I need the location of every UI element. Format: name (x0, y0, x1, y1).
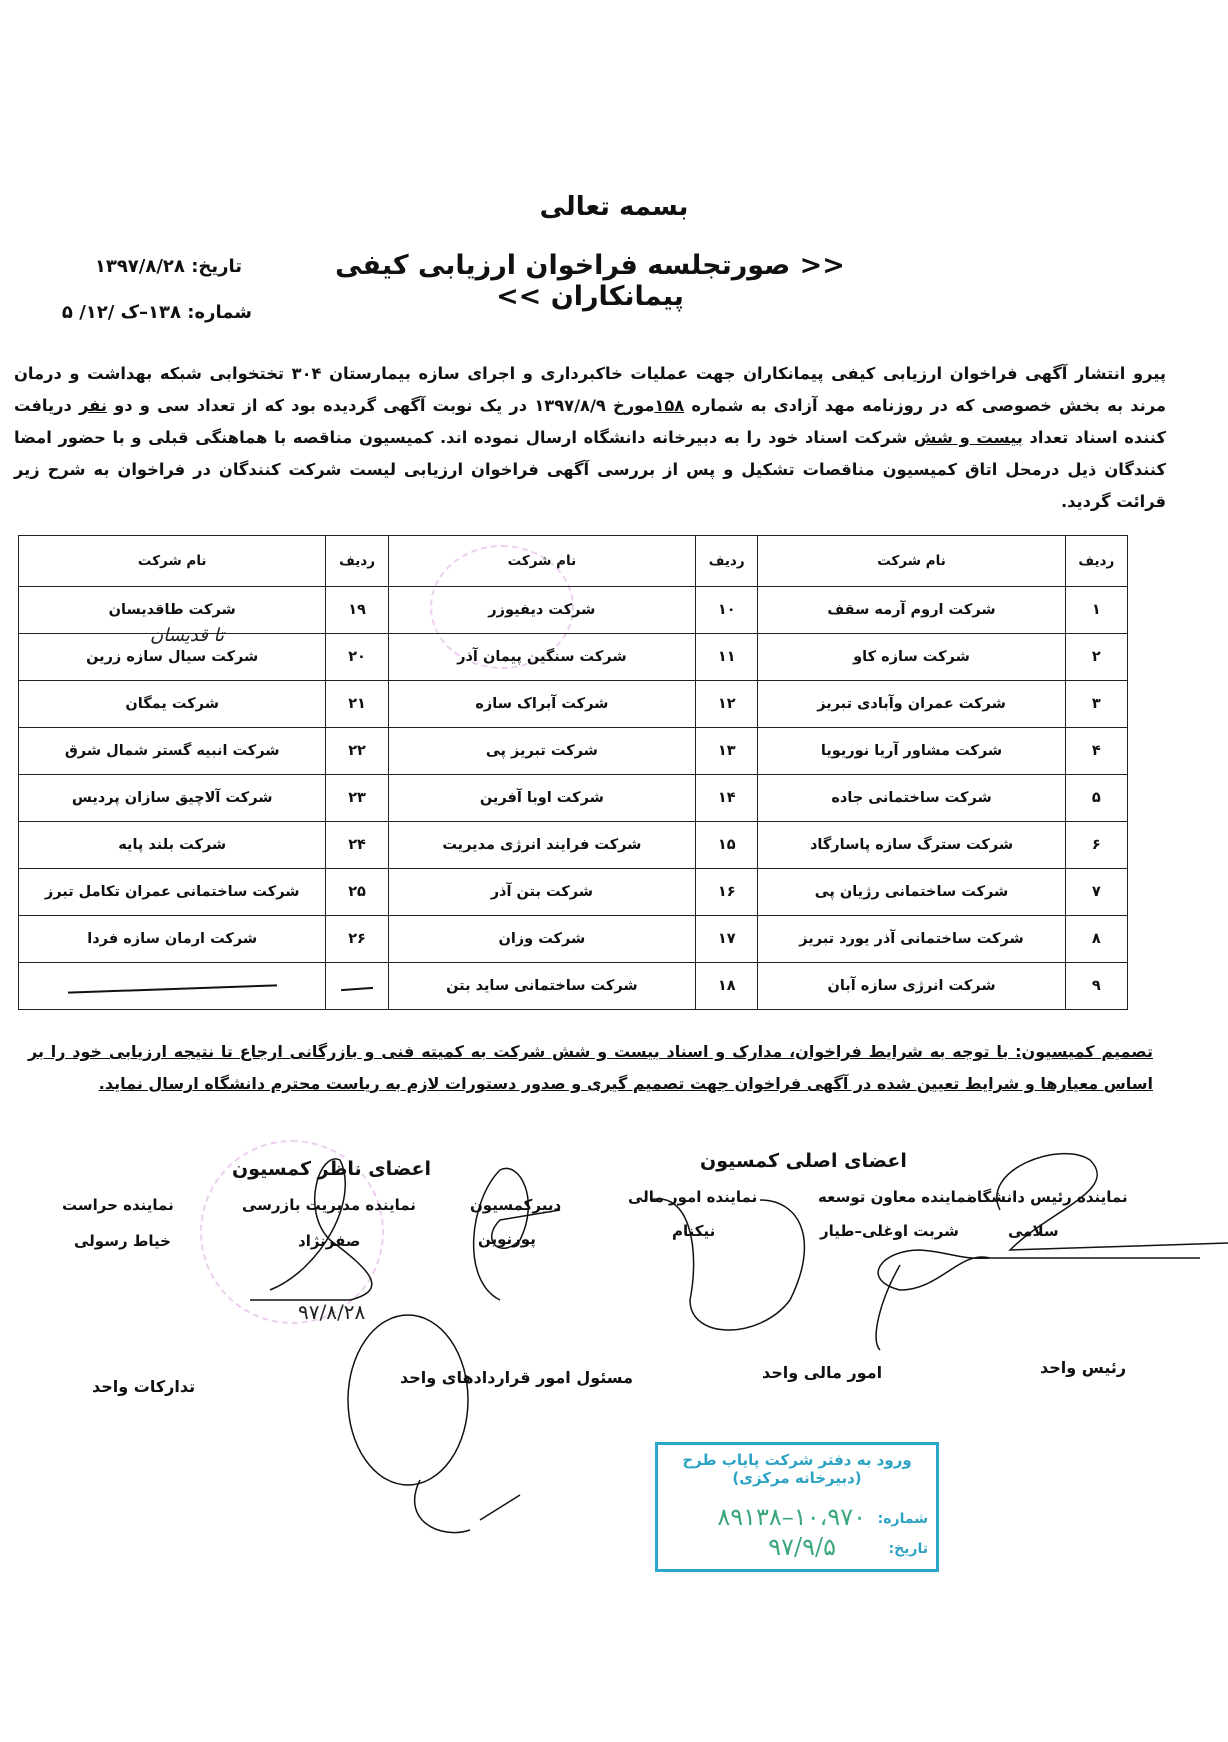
handwritten-date: ۹۷/۸/۲۸ (298, 1300, 366, 1324)
col-name-header: نام شرکت (388, 536, 695, 587)
stamp-number-value: ۱۰،۹۷۰–۸۹۱۳۸ (717, 1503, 866, 1531)
company-name-cell: شرکت سازه کاو (758, 634, 1065, 681)
date-label: تاریخ: (191, 256, 242, 277)
company-name-cell: شرکت تبریز پی (388, 728, 695, 775)
row-number-cell: ۱۷ (696, 916, 758, 963)
signature-mark (650, 1199, 804, 1330)
signatory-name: پورنوین (478, 1230, 536, 1248)
signatory-name: خیاط رسولی (74, 1232, 171, 1250)
observer-members-heading: اعضای ناظر کمسیون (232, 1158, 431, 1180)
row-number-cell: ۲۶ (326, 916, 388, 963)
number-label: شماره: (187, 302, 252, 323)
company-name-cell: شرکت بلند پایه (19, 822, 326, 869)
signature-mark (878, 1250, 1200, 1290)
commission-decision: تصمیم کمیسیون: با توجه به شرایط فراخوان، مدارک و اسناد بیست و شش شرکت به کمیته فنی و بازرگانی ارجاع تا نتیجه ارزیابی خود را بر اساس معیارها و شرایط تعیین شده در آگهی فراخوان جهت تصمیم گیری و صدور دستورات لازم به ریاست محترم دانشگاه ارسال نماید. (28, 1042, 1153, 1093)
company-name-cell: شرکت آبراک سازه (388, 681, 695, 728)
row-number-cell: ۲۰ (326, 634, 388, 681)
unit-title: مسئول امور قراردادهای واحد (400, 1368, 633, 1387)
row-number-cell: ۱۰ (696, 587, 758, 634)
newspaper-issue: ۱۵۸ (654, 396, 685, 415)
signatory-name: نیکنام (672, 1222, 716, 1240)
company-count: بیست و شش (913, 428, 1023, 447)
company-name-cell: شرکت سترگ سازه پاسارگاد (758, 822, 1065, 869)
signatory-role: نماینده مدیریت بازرسی (242, 1196, 416, 1214)
signature-mark (250, 1159, 372, 1300)
signatory-role: نماینده امور مالی (628, 1188, 758, 1206)
row-number-cell: ۱۴ (696, 775, 758, 822)
company-name-cell: شرکت وزان (388, 916, 695, 963)
signatory-name: شربت اوغلی–طیار (820, 1222, 959, 1240)
row-number-cell: ۱ (1065, 587, 1127, 634)
row-number-cell: ۶ (1065, 822, 1127, 869)
col-name-header: نام شرکت (19, 536, 326, 587)
signature-mark (348, 1315, 468, 1485)
company-name-cell: شرکت انبیه گستر شمال شرق (19, 728, 326, 775)
row-number-cell: ۳ (1065, 681, 1127, 728)
intro-text: پیرو انتشار آگهی فراخوان ارزیابی کیفی پیمانکاران جهت عملیات خاکبرداری و اجرای سازه بیمارستان ۳۰۴ تختخوابی شبکه بهداشت و درمان مرند به بخش خصوصی که در روزنامه مهد آزادی به شماره (14, 364, 1166, 415)
company-name-cell: شرکت اروم آرمه سقف (758, 587, 1065, 634)
stamp-date-value: ۹۷/۹/۵ (768, 1533, 836, 1561)
signatory-name: صفرنژاد (298, 1232, 361, 1250)
basmala-heading: بسمه تعالی (539, 192, 689, 222)
col-row-header: ردیف (1065, 536, 1127, 587)
row-number-cell: ۵ (1065, 775, 1127, 822)
document-title: << صورتجلسه فراخوان ارزیابی کیفی پیمانکاران >> (335, 250, 845, 312)
company-name-cell: شرکت ساختمانی رژیان پی (758, 869, 1065, 916)
signatory-role: نماینده معاون توسعه (818, 1188, 972, 1206)
row-number-cell: ۹ (1065, 963, 1127, 1010)
row-number-cell: ۲ (1065, 634, 1127, 681)
row-number-cell: ۲۴ (326, 822, 388, 869)
row-number-cell: ۲۱ (326, 681, 388, 728)
signature-mark (415, 1480, 520, 1533)
company-name-cell: شرکت ساختمانی ساید بتن (388, 963, 695, 1010)
handwritten-note: تا قدیسان (150, 625, 225, 646)
intro-underlined: نفر (79, 396, 107, 415)
stamp-date-label: تاریخ: (888, 1541, 928, 1557)
signature-mark (997, 1154, 1228, 1250)
company-name-cell: شرکت مشاور آریا نوریویا (758, 728, 1065, 775)
col-row-header: ردیف (696, 536, 758, 587)
row-number-cell: ۱۱ (696, 634, 758, 681)
company-name-cell: شرکت ساختمانی آذر یورد تبریز (758, 916, 1065, 963)
company-name-cell: شرکت ارمان سازه فردا (19, 916, 326, 963)
company-name-cell: شرکت یمگان (19, 681, 326, 728)
unit-title: امور مالی واحد (762, 1363, 883, 1382)
row-number-cell: ۱۳ (696, 728, 758, 775)
company-name-cell: شرکت آلاچیق سازان پردیس (19, 775, 326, 822)
row-number-cell: ۲۲ (326, 728, 388, 775)
row-number-cell: ۱۲ (696, 681, 758, 728)
signatory-name: سلامی (1008, 1222, 1059, 1240)
number-value: ۱۳۸–ک /۱۲/ ۵ (61, 302, 181, 323)
signature-mark (474, 1168, 560, 1300)
unit-title: رئیس واحد (1040, 1358, 1127, 1377)
company-name-cell: شرکت طاقدیسان (19, 587, 326, 634)
company-name-cell: شرکت دیفیوزر (388, 587, 695, 634)
row-number-cell: ۱۸ (696, 963, 758, 1010)
date-value: ۱۳۹۷/۸/۲۸ (94, 256, 185, 277)
main-members-heading: اعضای اصلی کمسیون (700, 1150, 907, 1172)
signatory-role: نماینده رئیس دانشگاه (968, 1188, 1128, 1206)
col-name-header: نام شرکت (758, 536, 1065, 587)
stamp-subheading: (دبیرخانه مرکزی) (732, 1469, 862, 1487)
company-name-cell: شرکت عمران وآبادی تبریز (758, 681, 1065, 728)
row-number-cell: ۱۵ (696, 822, 758, 869)
stamp-number-label: شماره: (877, 1511, 928, 1527)
signatory-role: نماینده حراست (62, 1196, 174, 1214)
col-row-header: ردیف (326, 536, 388, 587)
company-name-cell: شرکت ساختمانی جاده (758, 775, 1065, 822)
company-name-cell: شرکت اوبا آفرین (388, 775, 695, 822)
company-name-cell: شرکت بتن آذر (388, 869, 695, 916)
signatory-role: دبیرکمسیون (470, 1196, 562, 1214)
intro-text: مورخ ۱۳۹۷/۸/۹ در یک نوبت آگهی گردیده بود که از تعداد سی و دو (106, 396, 655, 415)
intro-text: شرکت اسناد خود را به دبیرخانه دانشگاه ارسال نموده اند. کمیسیون مناقصه با هماهنگی قبلی و با حضور امضا کنندگان ذیل درمحل اتاق کمیسیون مناقصات تشکیل و پس از بررسی آگهی فراخوان ارزیابی لیست شرکت کنندگان در فراخوان به شرح زیر قرائت گردید. (14, 428, 1166, 511)
row-number-cell: ۲۵ (326, 869, 388, 916)
company-name-cell: شرکت فرایند انرژی مدیریت (388, 822, 695, 869)
row-number-cell: ۱۶ (696, 869, 758, 916)
row-number-cell: ۸ (1065, 916, 1127, 963)
row-number-cell: ۱۹ (326, 587, 388, 634)
company-name-cell: شرکت ساختمانی عمران تکامل تبرز (19, 869, 326, 916)
receipt-stamp (655, 1442, 939, 1572)
row-number-cell: ۴ (1065, 728, 1127, 775)
company-name-cell: شرکت انرژی سازه آبان (758, 963, 1065, 1010)
row-number-cell: ۲۳ (326, 775, 388, 822)
row-number-cell: ۷ (1065, 869, 1127, 916)
unit-title: تدارکات واحد (92, 1377, 196, 1396)
intro-text: دریافت کننده اسناد تعداد (14, 396, 1166, 447)
company-name-cell: شرکت سیال سازه زرین (19, 634, 326, 681)
company-name-cell: شرکت سنگین پیمان آذر (388, 634, 695, 681)
stamp-heading: ورود به دفتر شرکت پایاب طرح (682, 1451, 912, 1469)
